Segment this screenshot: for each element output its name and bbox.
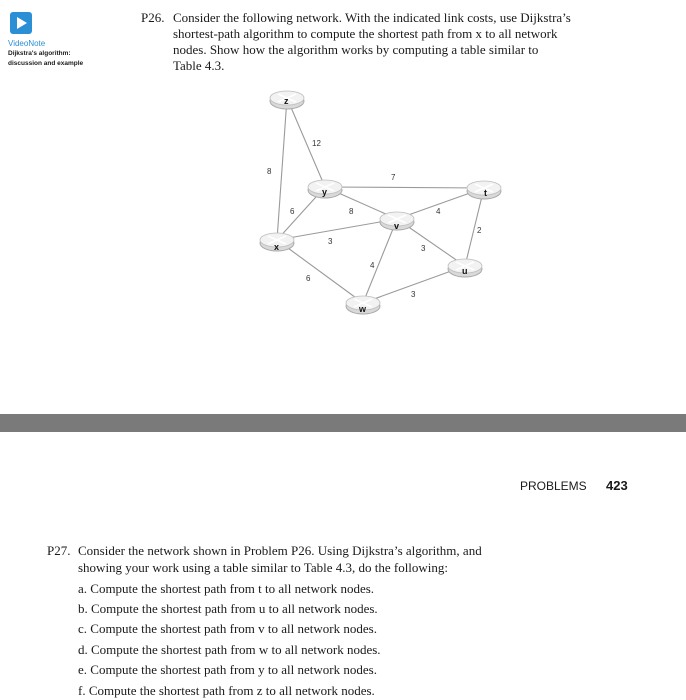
- p27-label: P27.: [47, 543, 71, 558]
- weight-x-v: 3: [328, 237, 333, 246]
- edge-x-v: [277, 219, 400, 240]
- node-label-y: y: [322, 187, 328, 197]
- edge-v-w: [363, 219, 400, 303]
- weight-y-t: 7: [391, 173, 396, 182]
- weight-t-u: 2: [477, 226, 482, 235]
- p27-item-d: d. Compute the shortest path from w to all network nodes.: [78, 642, 381, 657]
- node-t: [467, 181, 501, 199]
- weight-x-w: 6: [306, 274, 311, 283]
- p26-line-1: Consider the following network. With the indicated link costs, use Dijkstra’s: [173, 10, 571, 25]
- p27-item-f: f. Compute the shortest path from z to all network nodes.: [78, 683, 375, 698]
- weight-v-u: 3: [421, 244, 426, 253]
- edge-y-t: [325, 187, 484, 188]
- videonote-line-1: Dijkstra's algorithm:: [8, 50, 71, 57]
- p26-label: P26.: [141, 10, 165, 25]
- page-number: 423: [606, 478, 628, 493]
- weight-y-v: 8: [349, 207, 354, 216]
- page-gap: [0, 414, 686, 432]
- node-label-u: u: [462, 266, 468, 276]
- p27-item-b: b. Compute the shortest path from u to all network nodes.: [78, 601, 378, 616]
- p26-line-2: shortest-path algorithm to compute the shortest path from x to all network: [173, 26, 558, 41]
- node-y: [308, 180, 342, 198]
- node-label-x: x: [274, 242, 280, 252]
- node-u: [448, 259, 482, 277]
- edge-z-x: [277, 98, 287, 240]
- node-label-t: t: [484, 188, 487, 198]
- node-z: [270, 91, 304, 109]
- p27-item-a: a. Compute the shortest path from t to all network nodes.: [78, 581, 375, 596]
- node-label-v: v: [394, 221, 400, 231]
- weight-z-y: 12: [312, 139, 321, 148]
- node-x: [260, 233, 294, 252]
- edge-x-w: [277, 240, 363, 303]
- p27-line-2: showing your work using a table similar to Table 4.3, do the following:: [78, 560, 449, 575]
- weight-w-u: 3: [411, 290, 416, 299]
- weight-v-t: 4: [436, 207, 441, 216]
- node-label-z: z: [284, 96, 289, 106]
- p27-item-e: e. Compute the shortest path from y to all network nodes.: [78, 662, 377, 677]
- videonote-line-2: discussion and example: [8, 60, 84, 67]
- videonote-title[interactable]: VideoNote: [8, 39, 46, 48]
- p27-line-1: Consider the network shown in Problem P26. Using Dijkstra’s algorithm, and: [78, 543, 482, 558]
- running-header: PROBLEMS: [520, 479, 587, 493]
- weight-y-x: 6: [290, 207, 295, 216]
- p27-item-c: c. Compute the shortest path from v to all network nodes.: [78, 621, 377, 636]
- node-label-w: w: [359, 304, 367, 314]
- p26-line-3: nodes. Show how the algorithm works by computing a table similar to: [173, 42, 539, 57]
- node-v: [380, 212, 414, 231]
- node-w: [346, 296, 380, 314]
- weight-v-w: 4: [370, 261, 375, 270]
- p26-line-4: Table 4.3.: [173, 58, 225, 73]
- weight-z-x: 8: [267, 167, 272, 176]
